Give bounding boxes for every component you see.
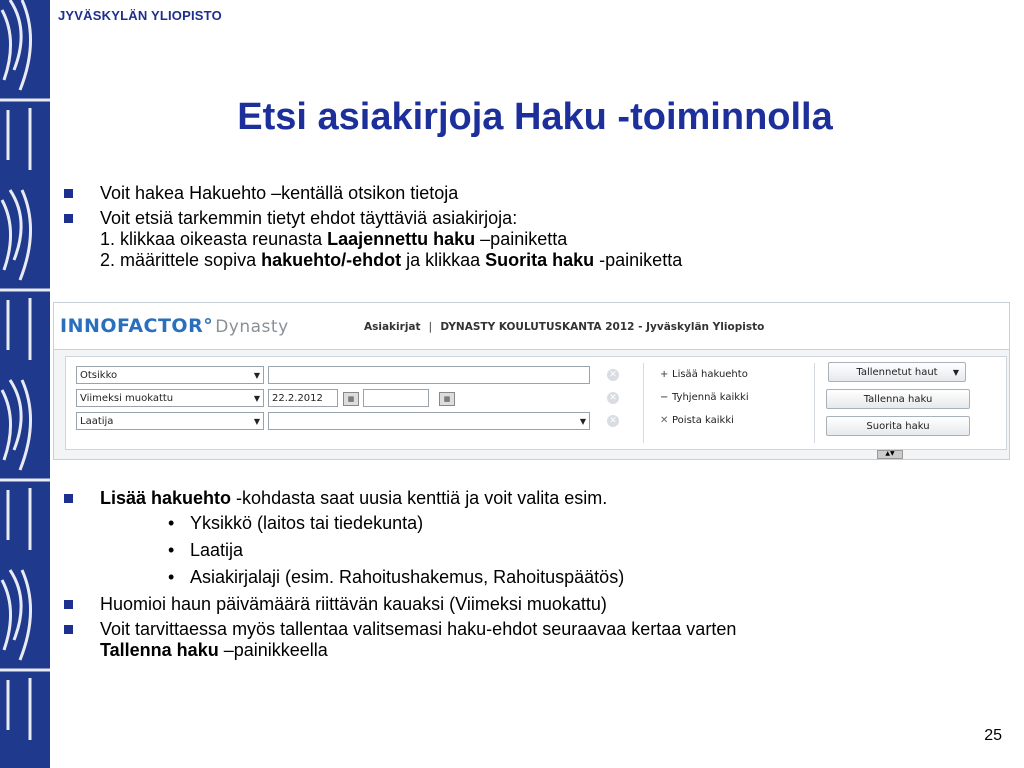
bullet-step-1: 1. klikkaa oikeasta reunasta Laajennettu haku –painiketta [100,229,568,249]
university-name: JYVÄSKYLÄN YLIOPISTO [58,8,222,23]
bullet-square-icon [64,494,73,503]
close-icon: ✕ [660,415,669,426]
sub-bullet-item: • Asiakirjalaji (esim. Rahoitushakemus, Rahoituspäätös) [168,567,625,587]
save-search-button[interactable]: Tallenna haku [826,389,970,409]
criteria-select-2[interactable]: Viimeksi muokattu ▼ [76,389,264,407]
sub-bullet-item: • Yksikkö (laitos tai tiedekunta) [168,513,424,533]
nav-documents[interactable]: Asiakirjat [364,321,421,333]
sidebar-decoration [0,0,50,768]
bullet-text: Voit etsiä tarkemmin tietyt ehdot täyttäviä asiakirjoja: [100,208,518,228]
app-header [54,303,1009,350]
date-to-input[interactable] [363,389,429,407]
bullet-square-icon [64,600,73,609]
calendar-icon[interactable]: ▦ [343,392,359,406]
bullet-square-icon [64,625,73,634]
remove-criterion-icon[interactable]: ✕ [607,369,619,381]
bullet-square-icon [64,214,73,223]
chevron-down-icon: ▼ [952,368,959,377]
remove-all-link[interactable]: ✕ Poista kaikki [660,415,734,426]
chevron-down-icon: ▼ [579,417,586,426]
chevron-down-icon: ▼ [253,417,260,426]
clear-all-link[interactable]: − Tyhjennä kaikki [660,392,749,403]
calendar-icon[interactable]: ▦ [439,392,455,406]
bullet-step-2: 2. määrittele sopiva hakuehto/-ehdot ja klikkaa Suorita haku -painiketta [100,250,683,270]
date-from-input[interactable]: 22.2.2012 [268,389,338,407]
run-search-button[interactable]: Suorita haku [826,416,970,436]
torch-pattern-icon [0,0,50,768]
bullet-text: Voit hakea Hakuehto –kentällä otsikon tietoja [100,183,459,203]
bullet-item: Lisää hakuehto -kohdasta saat uusia kenttiä ja voit valita esim. [64,488,964,509]
bullet-item: Voit tarvittaessa myös tallentaa valitsemasi haku-ehdot seuraavaa kertaa varten Tallenna haku –painikkeella [64,619,964,661]
divider [643,363,644,443]
bullet-item [64,208,964,271]
sub-bullet-item: • Laatija [168,540,244,560]
remove-criterion-icon[interactable]: ✕ [607,392,619,404]
collapse-handle-icon[interactable]: ▲▼ [877,450,903,459]
divider [814,363,815,443]
criteria-value-select-3[interactable] [268,412,590,430]
saved-searches-button[interactable]: Tallennetut haut ▼ [828,362,966,382]
app-nav: Asiakirjat | DYNASTY KOULUTUSKANTA 2012 - Jyväskylän Yliopisto [364,321,765,333]
chevron-down-icon: ▼ [253,394,260,403]
criteria-select-1[interactable]: Otsikko ▼ [76,366,264,384]
bullet-item [64,183,964,204]
criteria-select-3[interactable]: Laatija ▼ [76,412,264,430]
page-number: 25 [984,727,1002,744]
bottom-bullet-list [64,488,964,665]
bullet-square-icon [64,189,73,198]
criteria-value-input-1[interactable] [268,366,590,384]
plus-icon: + [660,369,669,380]
minus-icon: − [660,392,669,403]
innofactor-logo: INNOFACTOR° Dynasty [60,315,289,337]
top-bullet-list [64,183,964,275]
advanced-search-form [65,356,1007,450]
nav-title: DYNASTY KOULUTUSKANTA 2012 - Jyväskylän Yliopisto [440,321,765,333]
bullet-item: Huomioi haun päivämäärä riittävän kauaksi (Viimeksi muokattu) [64,594,964,615]
chevron-down-icon: ▼ [253,371,260,380]
add-criterion-link[interactable]: + Lisää hakuehto [660,369,748,380]
search-app-screenshot [53,302,1010,460]
remove-criterion-icon[interactable]: ✕ [607,415,619,427]
slide-title: Etsi asiakirjoja Haku -toiminnolla [237,96,833,138]
